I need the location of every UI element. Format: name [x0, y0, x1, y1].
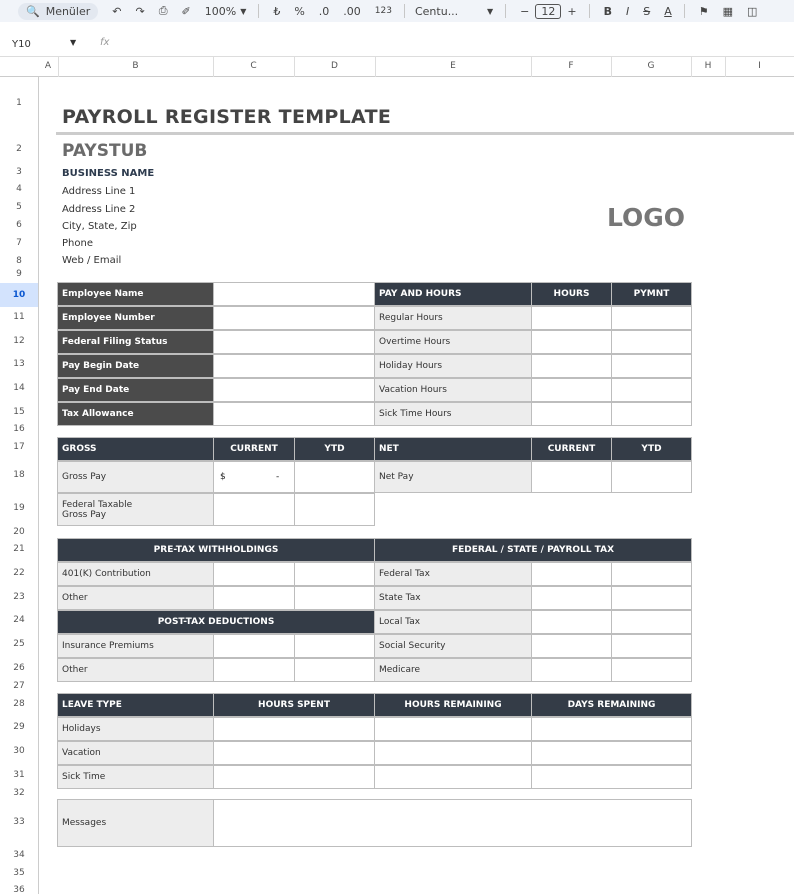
pay-hours-header: PAY AND HOURS — [374, 282, 532, 306]
hours-input[interactable] — [531, 402, 612, 426]
leave-hours-remaining[interactable] — [374, 765, 532, 789]
leave-label: Sick Time — [57, 765, 214, 789]
row-header[interactable]: 34 — [13, 850, 25, 860]
column-header[interactable]: H — [704, 61, 712, 71]
search-icon: 🔍 — [26, 4, 40, 18]
tax-label: State Tax — [374, 586, 532, 610]
column-header[interactable]: C — [250, 61, 257, 71]
leave-hours-spent[interactable] — [213, 741, 375, 765]
currency-symbol: $ — [220, 472, 226, 482]
city-state-zip[interactable]: City, State, Zip — [62, 221, 137, 232]
column-divider — [725, 57, 726, 77]
employee-label: Tax Allowance — [57, 402, 214, 426]
currency-button[interactable]: ₺ — [273, 4, 281, 18]
messages-input[interactable] — [213, 799, 692, 847]
chevron-down-icon[interactable]: ▼ — [486, 6, 494, 16]
row-header[interactable]: 1 — [16, 98, 22, 108]
web-email[interactable]: Web / Email — [62, 255, 122, 266]
row-header-selected[interactable]: 10 — [0, 283, 38, 307]
messages-label: Messages — [57, 799, 214, 847]
leave-label: Vacation — [57, 741, 214, 765]
employee-name-input[interactable] — [213, 282, 375, 306]
post-tax-current[interactable] — [213, 658, 295, 682]
hours-input[interactable] — [531, 378, 612, 402]
row-header[interactable]: 35 — [13, 868, 25, 878]
divider — [258, 4, 259, 18]
filing-status-input[interactable] — [213, 330, 375, 354]
address-line-2[interactable]: Address Line 2 — [62, 204, 136, 215]
row-header[interactable]: 20 — [13, 527, 25, 537]
row-header[interactable]: 14 — [13, 383, 25, 393]
address-line-1[interactable]: Address Line 1 — [62, 186, 136, 197]
row-header[interactable]: 15 — [13, 407, 25, 417]
hours-input[interactable] — [531, 330, 612, 354]
pre-tax-ytd[interactable] — [294, 586, 375, 610]
row-header[interactable]: 29 — [13, 722, 25, 732]
menus-label: Menüler — [45, 4, 91, 18]
leave-hours-remaining[interactable] — [374, 741, 532, 765]
row-header[interactable]: 22 — [13, 568, 25, 578]
tax-ytd[interactable] — [611, 658, 692, 682]
tax-ytd[interactable] — [611, 610, 692, 634]
post-tax-label: Other — [57, 658, 214, 682]
row-header[interactable]: 30 — [13, 746, 25, 756]
phone[interactable]: Phone — [62, 238, 93, 249]
bold-button[interactable]: B — [603, 4, 612, 18]
net-current-header: CURRENT — [531, 437, 612, 461]
hours-header: HOURS — [531, 282, 612, 306]
row-header[interactable]: 13 — [13, 359, 25, 369]
pay-begin-date-input[interactable] — [213, 354, 375, 378]
pre-tax-current[interactable] — [213, 586, 295, 610]
borders-icon[interactable]: ▦ — [722, 4, 734, 18]
net-pay-label: Net Pay — [374, 461, 532, 493]
gross-current-header: CURRENT — [213, 437, 295, 461]
payment-input[interactable] — [611, 330, 692, 354]
hours-label: Sick Time Hours — [374, 402, 532, 426]
column-header[interactable]: D — [331, 61, 338, 71]
row-header[interactable]: 12 — [13, 336, 25, 346]
row-header[interactable]: 9 — [16, 269, 22, 279]
pre-tax-ytd[interactable] — [294, 562, 375, 586]
decrease-decimal-button[interactable]: .0 — [318, 4, 330, 18]
gross-ytd-header: YTD — [294, 437, 375, 461]
search-menus[interactable] — [18, 3, 98, 20]
pymnt-header: PYMNT — [611, 282, 692, 306]
column-header[interactable]: B — [132, 61, 139, 71]
hours-remaining-header: HOURS REMAINING — [374, 693, 532, 717]
leave-hours-remaining[interactable] — [374, 717, 532, 741]
font-size-increase-button[interactable]: + — [567, 4, 577, 18]
payment-input[interactable] — [611, 378, 692, 402]
federal-taxable-label: Federal Taxable Gross Pay — [57, 493, 214, 526]
leave-label: Holidays — [57, 717, 214, 741]
tax-current[interactable] — [531, 586, 612, 610]
increase-decimal-button[interactable]: .00 — [343, 4, 361, 18]
column-header[interactable]: I — [758, 61, 761, 71]
hours-input[interactable] — [531, 306, 612, 330]
row-header[interactable]: 19 — [13, 503, 25, 513]
column-header[interactable]: F — [568, 61, 574, 71]
leave-hours-spent[interactable] — [213, 765, 375, 789]
zoom-select[interactable]: 100% — [204, 4, 237, 18]
leave-days-remaining[interactable] — [531, 717, 692, 741]
payment-input[interactable] — [611, 306, 692, 330]
tax-label: Social Security — [374, 634, 532, 658]
leave-days-remaining[interactable] — [531, 765, 692, 789]
pre-tax-current[interactable] — [213, 562, 295, 586]
column-header[interactable]: A — [44, 61, 52, 71]
column-divider — [611, 57, 612, 77]
post-tax-label: Insurance Premiums — [57, 634, 214, 658]
row-header[interactable]: 2 — [16, 144, 22, 154]
row-header[interactable]: 7 — [16, 238, 22, 248]
tax-label: Federal Tax — [374, 562, 532, 586]
logo-placeholder: LOGO — [607, 203, 686, 232]
merge-icon[interactable]: ◫ — [747, 4, 758, 18]
tax-allowance-input[interactable] — [213, 402, 375, 426]
fx-icon: fx — [100, 37, 110, 48]
row-header[interactable]: 3 — [16, 167, 22, 177]
net-ytd-header: YTD — [611, 437, 692, 461]
formula-bar — [0, 34, 794, 57]
font-size-decrease-button[interactable]: − — [520, 4, 530, 18]
strikethrough-button[interactable]: S — [643, 4, 651, 18]
days-remaining-header: DAYS REMAINING — [531, 693, 692, 717]
row-header[interactable]: 17 — [13, 442, 25, 452]
row-header[interactable]: 6 — [16, 220, 22, 230]
federal-tax-header: FEDERAL / STATE / PAYROLL TAX — [374, 538, 692, 562]
net-pay-current[interactable] — [531, 461, 612, 493]
divider — [684, 4, 685, 18]
gross-pay-ytd[interactable] — [294, 461, 375, 493]
name-box[interactable]: Y10 — [12, 39, 31, 50]
column-header[interactable]: E — [450, 61, 456, 71]
net-pay-ytd[interactable] — [611, 461, 692, 493]
pay-end-date-input[interactable] — [213, 378, 375, 402]
percent-button[interactable]: % — [294, 4, 305, 18]
italic-button[interactable]: I — [625, 4, 630, 18]
font-size-input[interactable]: 12 — [535, 4, 561, 19]
row-header[interactable]: 26 — [13, 663, 25, 673]
employee-label: Federal Filing Status — [57, 330, 214, 354]
column-divider — [375, 57, 376, 77]
divider — [505, 4, 506, 18]
divider — [589, 4, 590, 18]
row-header[interactable]: 18 — [13, 470, 25, 480]
column-divider — [531, 57, 532, 77]
net-header: NET — [374, 437, 532, 461]
undo-icon[interactable]: ↶ — [112, 4, 122, 18]
business-name[interactable]: BUSINESS NAME — [62, 168, 155, 179]
paystub-heading: PAYSTUB — [62, 141, 148, 161]
amount-dash: - — [276, 472, 280, 482]
row-header[interactable]: 36 — [13, 885, 25, 895]
chevron-down-icon[interactable]: ▼ — [240, 6, 247, 16]
row-header[interactable]: 8 — [16, 256, 22, 266]
column-header[interactable]: G — [647, 61, 655, 71]
hours-spent-header: HOURS SPENT — [213, 693, 375, 717]
post-tax-ytd[interactable] — [294, 634, 375, 658]
employee-label: Employee Name — [57, 282, 214, 306]
row-header[interactable]: 5 — [16, 202, 22, 212]
divider — [404, 4, 405, 18]
column-divider — [691, 57, 692, 77]
gross-pay-current[interactable] — [213, 461, 295, 493]
fill-color-icon[interactable]: ⚑ — [698, 4, 709, 18]
payment-input[interactable] — [611, 402, 692, 426]
hours-input[interactable] — [531, 354, 612, 378]
pre-tax-header: PRE-TAX WITHHOLDINGS — [57, 538, 375, 562]
hours-label: Vacation Hours — [374, 378, 532, 402]
federal-taxable-ytd[interactable] — [294, 493, 375, 526]
federal-taxable-current[interactable] — [213, 493, 295, 526]
row-header[interactable]: 33 — [13, 817, 25, 827]
post-tax-ytd[interactable] — [294, 658, 375, 682]
chevron-down-icon[interactable]: ▼ — [70, 38, 77, 47]
redo-icon[interactable]: ↷ — [135, 4, 145, 18]
row-header[interactable]: 24 — [13, 615, 25, 625]
hours-label: Regular Hours — [374, 306, 532, 330]
tax-label: Local Tax — [374, 610, 532, 634]
paint-format-icon[interactable]: ✐ — [181, 4, 191, 18]
row-header[interactable]: 28 — [13, 699, 25, 709]
title-divider — [56, 132, 794, 135]
column-divider — [58, 57, 59, 77]
column-header-bar — [0, 57, 794, 77]
payment-input[interactable] — [611, 354, 692, 378]
page-title: PAYROLL REGISTER TEMPLATE — [62, 106, 392, 128]
leave-hours-spent[interactable] — [213, 717, 375, 741]
tax-current[interactable] — [531, 610, 612, 634]
row-header-bar — [0, 76, 39, 894]
font-select[interactable]: Centu... — [414, 4, 459, 18]
tax-label: Medicare — [374, 658, 532, 682]
post-tax-header: POST-TAX DEDUCTIONS — [57, 610, 375, 634]
row-header[interactable]: 31 — [13, 770, 25, 780]
row-header[interactable]: 25 — [13, 639, 25, 649]
gross-pay-label: Gross Pay — [57, 461, 214, 493]
leave-days-remaining[interactable] — [531, 741, 692, 765]
pre-tax-label: 401(K) Contribution — [57, 562, 214, 586]
tax-current[interactable] — [531, 634, 612, 658]
row-header[interactable]: 16 — [13, 424, 25, 434]
row-header[interactable]: 4 — [16, 184, 22, 194]
tax-current[interactable] — [531, 658, 612, 682]
employee-label: Pay End Date — [57, 378, 214, 402]
tax-ytd[interactable] — [611, 586, 692, 610]
row-header[interactable]: 32 — [13, 788, 25, 798]
toolbar — [0, 0, 794, 22]
hours-label: Holiday Hours — [374, 354, 532, 378]
row-header[interactable]: 21 — [13, 544, 25, 554]
gross-header: GROSS — [57, 437, 214, 461]
tax-current[interactable] — [531, 562, 612, 586]
leave-type-header: LEAVE TYPE — [57, 693, 214, 717]
row-header[interactable]: 11 — [13, 312, 25, 322]
tax-ytd[interactable] — [611, 634, 692, 658]
column-divider — [213, 57, 214, 77]
pre-tax-label: Other — [57, 586, 214, 610]
row-header[interactable]: 27 — [13, 681, 25, 691]
employee-number-input[interactable] — [213, 306, 375, 330]
print-icon[interactable]: ⎙ — [158, 4, 168, 17]
number-format-button[interactable]: 123 — [374, 6, 392, 16]
hours-label: Overtime Hours — [374, 330, 532, 354]
row-header[interactable]: 23 — [13, 592, 25, 602]
employee-label: Pay Begin Date — [57, 354, 214, 378]
employee-label: Employee Number — [57, 306, 214, 330]
post-tax-current[interactable] — [213, 634, 295, 658]
tax-ytd[interactable] — [611, 562, 692, 586]
column-divider — [294, 57, 295, 77]
text-color-button[interactable]: A — [664, 4, 672, 18]
